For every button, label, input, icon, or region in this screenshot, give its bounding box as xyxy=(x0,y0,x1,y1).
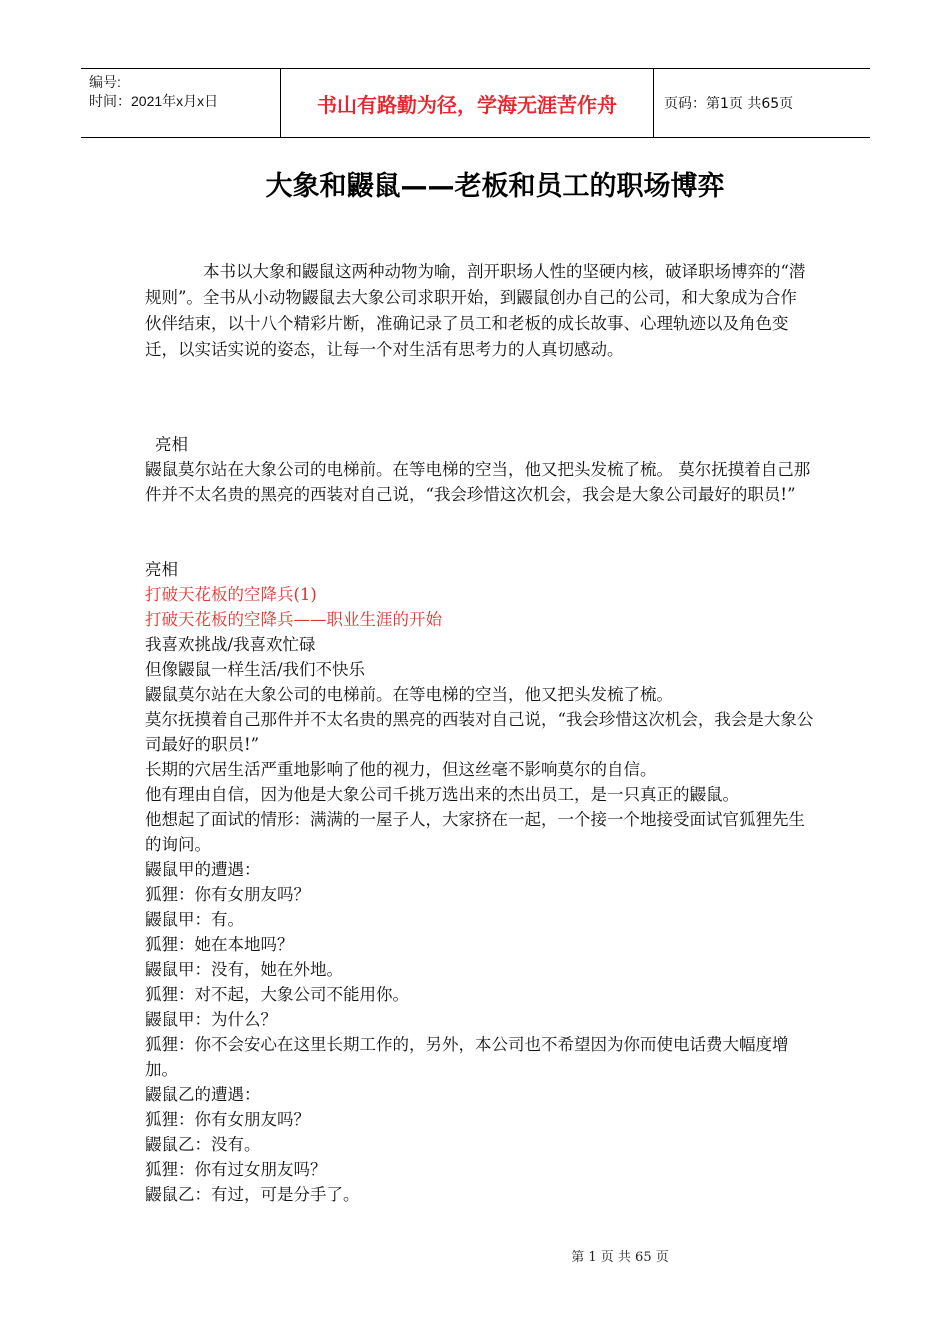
chapter-heading-1: 打破天花板的空降兵(1) xyxy=(145,585,317,604)
section-1-heading: 亮相 xyxy=(155,435,188,454)
body-line: 鼹鼠甲的遭遇： xyxy=(145,860,261,879)
page-header xyxy=(81,68,870,138)
section-1-paragraph: 鼹鼠莫尔站在大象公司的电梯前。在等电梯的空当，他又把头发梳了梳。 莫尔抚摸着自己那件并不太名贵的黑亮的西装对自己说，“我会珍惜这次机会，我会是大象公司最好的职员!” xyxy=(145,460,811,504)
date-label: 时间：2021年x月x日 xyxy=(89,93,219,109)
dialogue-line: 狐狸：你有女朋友吗？ xyxy=(145,1110,310,1129)
dialogue-line: 鼹鼠甲：有。 xyxy=(145,910,244,929)
header-page-info: 页码：第1页 共65页 xyxy=(664,96,794,112)
body-line: 鼹鼠乙的遭遇： xyxy=(145,1085,261,1104)
dialogue-line: 狐狸：你有过女朋友吗？ xyxy=(145,1160,327,1179)
dialogue-line: 狐狸：你不会安心在这里长期工作的，另外，本公司也不希望因为你而使电话费大幅度增加。 xyxy=(145,1035,789,1079)
body-line: 长期的穴居生活严重地影响了他的视力，但这丝毫不影响莫尔的自信。 xyxy=(145,760,657,779)
dialogue-line: 鼹鼠乙：没有。 xyxy=(145,1135,261,1154)
intro-paragraph: 本书以大象和鼹鼠这两种动物为喻，剖开职场人性的坚硬内核，破译职场博弈的“潜规则”。全书从小动物鼹鼠去大象公司求职开始，到鼹鼠创办自己的公司，和大象成为合作伙伴结束，以十八个精彩片断，准确记录了员工和老板的成长故事、心理轨迹以及角色变迁，以实话实说的姿态，让每一个对生活有思考力的人真切感动。 xyxy=(145,262,806,359)
number-label: 编号: xyxy=(89,74,121,90)
header-motto: 书山有路勤为径，学海无涯苦作舟 xyxy=(281,69,654,137)
body-line: 他想起了面试的情形：满满的一屋子人，大家挤在一起，一个接一个地接受面试官狐狸先生的询问。 xyxy=(145,810,805,854)
body-line: 他有理由自信，因为他是大象公司千挑万选出来的杰出员工，是一只真正的鼹鼠。 xyxy=(145,785,739,804)
dialogue-line: 鼹鼠甲：为什么？ xyxy=(145,1010,277,1029)
section-1 xyxy=(145,432,815,507)
section-2-heading: 亮相 xyxy=(145,560,178,579)
page-footer: 第 1 页 共 65 页 xyxy=(571,1250,669,1265)
dialogue-line: 狐狸：对不起，大象公司不能用你。 xyxy=(145,985,409,1004)
section-2 xyxy=(145,557,815,1207)
body-line: 但像鼹鼠一样生活/我们不快乐 xyxy=(145,660,366,679)
chapter-heading-2: 打破天花板的空降兵——职业生涯的开始 xyxy=(145,610,442,629)
body-line: 我喜欢挑战/我喜欢忙碌 xyxy=(145,635,316,654)
document-title: 大象和鼹鼠——老板和员工的职场博弈 xyxy=(265,171,725,202)
body-line: 鼹鼠莫尔站在大象公司的电梯前。在等电梯的空当，他又把头发梳了梳。 xyxy=(145,685,673,704)
dialogue-line: 狐狸：你有女朋友吗？ xyxy=(145,885,310,904)
dialogue-line: 鼹鼠乙：有过，可是分手了。 xyxy=(145,1185,360,1204)
header-meta xyxy=(81,69,281,137)
dialogue-line: 鼹鼠甲：没有，她在外地。 xyxy=(145,960,343,979)
dialogue-line: 狐狸：她在本地吗？ xyxy=(145,935,294,954)
body-line: 莫尔抚摸着自己那件并不太名贵的黑亮的西装对自己说，“我会珍惜这次机会，我会是大象公司最好的职员!” xyxy=(145,710,814,754)
